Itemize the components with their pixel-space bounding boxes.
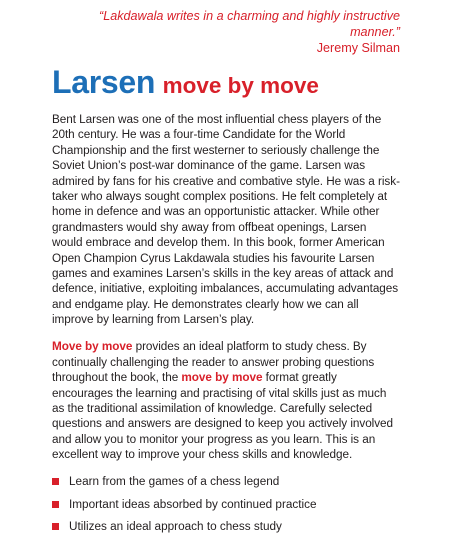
endorsement-quote (52, 8, 400, 56)
red-square-bullet-icon (52, 478, 59, 485)
list-item-text: Learn from the games of a chess legend (69, 475, 280, 489)
paragraph2-text-2: format greatly encourages the learning and practising of vital skills just as much as the traditional assimilation of knowledge. Carefully selected questions and answers are designed to keep you actively involved and allow you to monitor your progress as you learn. This is an excellent way to improve your chess skills and knowledge. (52, 371, 394, 462)
description-paragraph-2 (52, 339, 400, 462)
red-square-bullet-icon (52, 523, 59, 530)
list-item-text: Utilizes an ideal approach to chess study (69, 520, 282, 534)
list-item (52, 519, 400, 534)
feature-list (52, 474, 400, 534)
list-item (52, 474, 400, 489)
book-title (52, 64, 400, 100)
paragraph2-text-1: provides an ideal platform to study chess. By continually challenging the reader to answer probing questions throughout the book, the (52, 340, 375, 385)
description-paragraph-1: Bent Larsen was one of the most influential chess players of the 20th century. He was a four-time Candidate for the World Championship and the first westerner to seriously challenge the Soviet Union’s post-war dominance of the game. Larsen was admired by fans for his creative and combative style. He was a risk-taker who always sought complex positions. He felt completely at home in defence and was an opportunistic attacker. While other grandmasters would shy away from offbeat openings, Larsen would embrace and develop them. In this book, former American Open Champion Cyrus Lakdawala studies his favourite Larsen games and examines Larsen’s skills in the key areas of attack and defence, initiative, exploiting imbalances, accumulating advantages and endgame play. He demonstrates clearly how we can all improve by learning from Larsen’s play. (52, 113, 400, 327)
series-name-lead: Move by move (52, 340, 133, 354)
list-item-text: Important ideas absorbed by continued practice (69, 497, 317, 511)
list-item (52, 497, 400, 512)
series-name-inline: move by move (181, 371, 263, 385)
quote-author: Jeremy Silman (316, 41, 400, 55)
title-sub: move by move (162, 73, 319, 98)
title-main: Larsen (52, 64, 156, 100)
red-square-bullet-icon (52, 501, 59, 508)
quote-text: “Lakdawala writes in a charming and highly instructive manner.” (99, 9, 400, 39)
